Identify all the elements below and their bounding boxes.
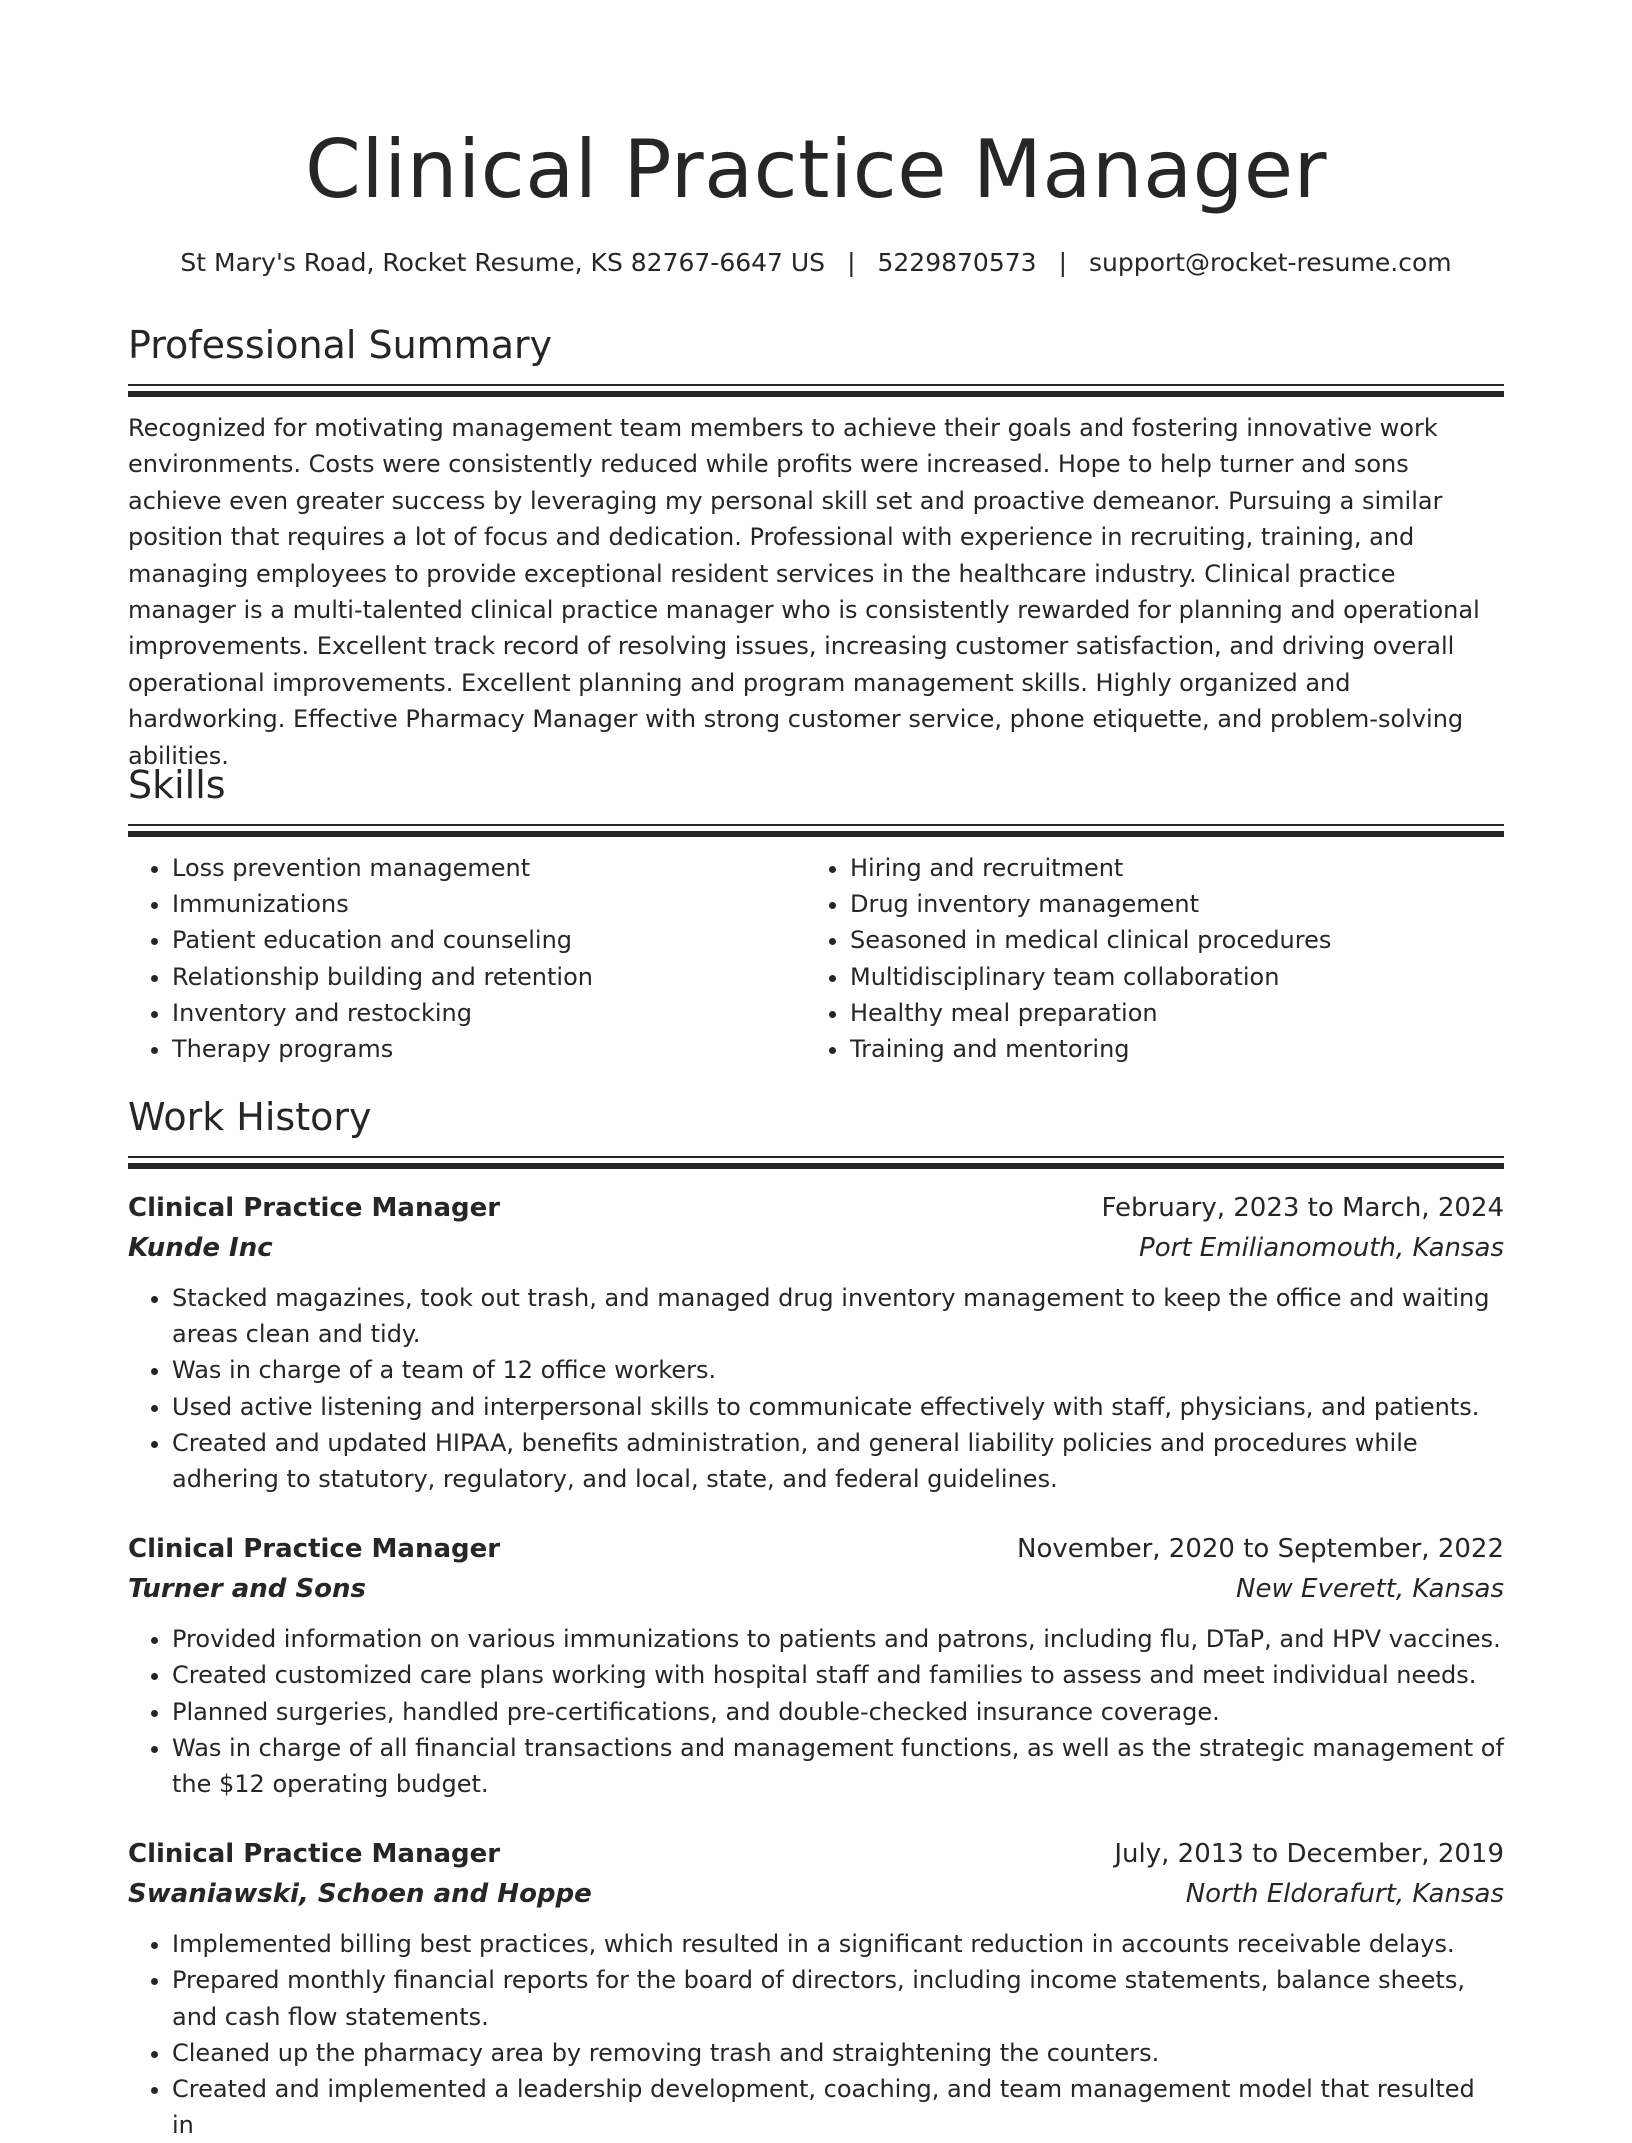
job-bullet-list xyxy=(128,1926,1504,2143)
skills-list-left xyxy=(128,850,806,1067)
job-title: Clinical Practice Manager xyxy=(128,1193,501,1223)
job-bullet: • Prepared monthly financial reports for the board of directors, including income statements, balance sheets, and cash flow statements. xyxy=(172,1962,1504,2034)
job-subheader xyxy=(128,1228,1504,1268)
job-bullet: • Created and updated HIPAA, benefits administration, and general liability policies and procedures while adhering to statutory, regulatory, and local, state, and federal guidelines. xyxy=(172,1425,1504,1497)
job-bullet: • Planned surgeries, handled pre-certifications, and double-checked insurance coverage. xyxy=(172,1694,1504,1730)
job-title: Clinical Practice Manager xyxy=(128,1839,501,1870)
job-bullet-list xyxy=(128,1280,1504,1497)
skill-item: • Training and mentoring xyxy=(850,1031,1484,1067)
skill-item: • Multidisciplinary team collaboration xyxy=(850,959,1484,995)
skill-item: • Hiring and recruitment xyxy=(850,850,1484,886)
job-entry xyxy=(128,1188,1504,1497)
section-divider xyxy=(128,384,1504,398)
contact-address: St Mary's Road, Rocket Resume, KS 82767-6647 US xyxy=(180,248,826,277)
summary-text: Recognized for motivating management team members to achieve their goals and fostering innovative work environments. Costs were consistently reduced while profits were increased. Hope to help turner and sons achieve even greater success by leveraging my personal skill set and proactive demeanor. Pursuing a similar position that requires a lot of focus and dedication. Professional with experience in recruiting, training, and managing employees to provide exceptional resident services in the healthcare industry. Clinical practice manager is a multi-talented clinical practice manager who is consistently rewarded for planning and operational improvements. Excellent track record of resolving issues, increasing customer satisfaction, and driving overall operational improvements. Excellent planning and program management skills. Highly organized and hardworking. Effective Pharmacy Manager with strong customer service, phone etiquette, and problem-solving abilities. xyxy=(128,414,1480,770)
job-dates: February, 2023 to March, 2024 xyxy=(1101,1193,1504,1223)
section-heading-skills: Skills xyxy=(128,763,226,807)
section-heading-work: Work History xyxy=(128,1095,372,1139)
job-bullet: • Stacked magazines, took out trash, and managed drug inventory management to keep the office and waiting areas clean and tidy. xyxy=(172,1280,1504,1352)
job-company: Turner and Sons xyxy=(128,1574,367,1605)
skills-columns xyxy=(128,850,1504,1067)
job-entry xyxy=(128,1529,1504,1802)
job-dates: July, 2013 to December, 2019 xyxy=(1114,1839,1504,1870)
skills-list-right xyxy=(806,850,1484,1067)
job-location: New Everett, Kansas xyxy=(1236,1574,1504,1605)
contact-separator: | xyxy=(1058,248,1067,277)
job-company: Kunde Inc xyxy=(128,1233,273,1263)
skill-item: • Relationship building and retention xyxy=(172,959,806,995)
resume-title: Clinical Practice Manager xyxy=(304,123,1328,216)
job-bullet: • Used active listening and interpersonal skills to communicate effectively with staff, physicians, and patients. xyxy=(172,1389,1504,1425)
job-bullet: • Created customized care plans working with hospital staff and families to assess and meet individual needs. xyxy=(172,1657,1504,1693)
job-entry xyxy=(128,1834,1504,2143)
job-dates: November, 2020 to September, 2022 xyxy=(1017,1534,1504,1565)
job-header xyxy=(128,1529,1504,1569)
contact-phone: 5229870573 xyxy=(877,248,1037,277)
skill-item: • Drug inventory management xyxy=(850,886,1484,922)
professional-summary-section xyxy=(128,320,1504,774)
skill-item: • Seasoned in medical clinical procedures xyxy=(850,922,1484,958)
job-location: North Eldorafurt, Kansas xyxy=(1185,1879,1504,1910)
job-subheader xyxy=(128,1569,1504,1609)
job-bullet: • Was in charge of all financial transactions and management functions, as well as the strategic management of the $12 operating budget. xyxy=(172,1730,1504,1802)
job-bullet: • Created and implemented a leadership development, coaching, and team management model that resulted in xyxy=(172,2071,1504,2143)
job-company: Swaniawski, Schoen and Hoppe xyxy=(128,1879,592,1910)
contact-separator: | xyxy=(847,248,856,277)
resume-page xyxy=(128,0,1504,2140)
job-bullet: • Cleaned up the pharmacy area by removing trash and straightening the counters. xyxy=(172,2035,1504,2071)
skill-item: • Loss prevention management xyxy=(172,850,806,886)
contact-line xyxy=(128,246,1504,280)
job-header xyxy=(128,1834,1504,1874)
work-history-section xyxy=(128,1092,1504,2143)
contact-email[interactable]: support@rocket-resume.com xyxy=(1089,248,1452,277)
job-header xyxy=(128,1188,1504,1228)
job-bullet-list xyxy=(128,1621,1504,1802)
skill-item: • Healthy meal preparation xyxy=(850,995,1484,1031)
job-location: Port Emilianomouth, Kansas xyxy=(1139,1233,1504,1263)
job-subheader xyxy=(128,1874,1504,1914)
section-divider xyxy=(128,1156,1504,1170)
job-bullet: • Provided information on various immunizations to patients and patrons, including flu, DTaP, and HPV vaccines. xyxy=(172,1621,1504,1657)
skill-item: • Immunizations xyxy=(172,886,806,922)
section-divider xyxy=(128,824,1504,838)
skill-item: • Patient education and counseling xyxy=(172,922,806,958)
skill-item: • Inventory and restocking xyxy=(172,995,806,1031)
skills-section xyxy=(128,760,1504,1067)
skill-item: • Therapy programs xyxy=(172,1031,806,1067)
job-title: Clinical Practice Manager xyxy=(128,1534,501,1565)
job-bullet: • Implemented billing best practices, which resulted in a significant reduction in accounts receivable delays. xyxy=(172,1926,1504,1962)
section-heading-summary: Professional Summary xyxy=(128,323,553,367)
job-bullet: • Was in charge of a team of 12 office workers. xyxy=(172,1352,1504,1388)
